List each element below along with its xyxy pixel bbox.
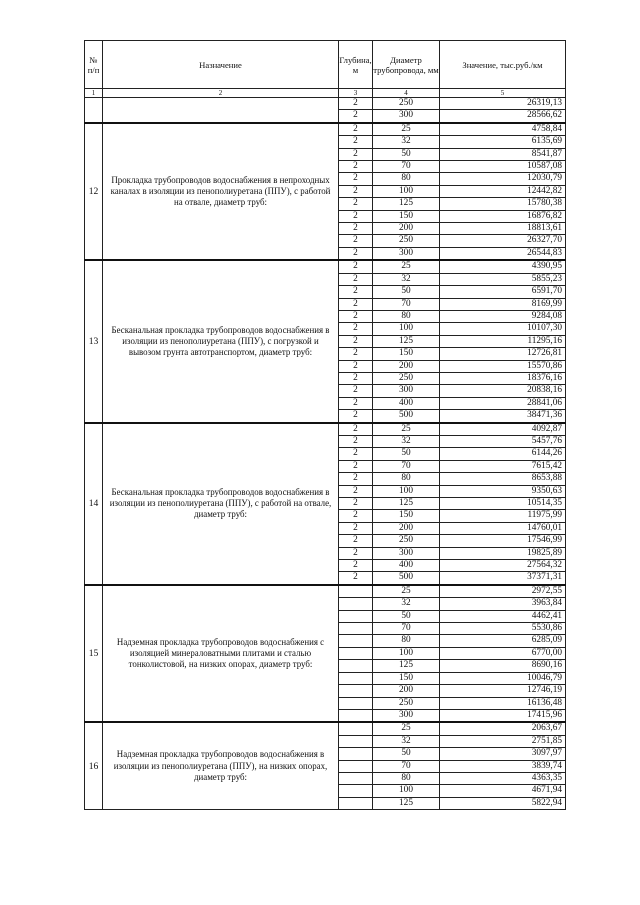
column-number: 3 xyxy=(339,89,373,98)
value-cell: 3097,97 xyxy=(440,748,566,760)
diameter-cell: 200 xyxy=(373,522,440,534)
diameter-cell: 80 xyxy=(373,310,440,322)
diameter-cell: 70 xyxy=(373,161,440,173)
diameter-cell: 250 xyxy=(373,697,440,709)
diameter-cell: 300 xyxy=(373,110,440,123)
value-cell: 18813,61 xyxy=(440,223,566,235)
item-number: 12 xyxy=(85,123,103,260)
diameter-cell: 150 xyxy=(373,672,440,684)
diameter-cell: 150 xyxy=(373,510,440,522)
table-row xyxy=(85,98,566,110)
value-cell: 11295,16 xyxy=(440,335,566,347)
value-cell: 20838,16 xyxy=(440,385,566,397)
diameter-cell: 80 xyxy=(373,473,440,485)
diameter-cell: 400 xyxy=(373,560,440,572)
value-cell: 26319,13 xyxy=(440,98,566,110)
depth-cell: 2 xyxy=(339,460,373,472)
column-number: 5 xyxy=(440,89,566,98)
diameter-cell: 400 xyxy=(373,397,440,409)
value-cell: 9350,63 xyxy=(440,485,566,497)
pipeline-cost-table xyxy=(84,40,566,810)
value-cell: 10587,08 xyxy=(440,161,566,173)
depth-cell: 2 xyxy=(339,161,373,173)
value-cell: 4758,84 xyxy=(440,123,566,136)
value-cell: 6770,00 xyxy=(440,647,566,659)
table-row xyxy=(85,123,566,136)
value-cell: 6144,26 xyxy=(440,448,566,460)
diameter-cell: 200 xyxy=(373,223,440,235)
item-group xyxy=(85,423,566,585)
depth-cell: 2 xyxy=(339,110,373,123)
value-cell: 2063,67 xyxy=(440,722,566,735)
column-number: 1 xyxy=(85,89,103,98)
value-cell: 26544,83 xyxy=(440,247,566,260)
value-cell: 2972,55 xyxy=(440,585,566,598)
value-cell: 7615,42 xyxy=(440,460,566,472)
diameter-cell: 100 xyxy=(373,485,440,497)
diameter-cell: 70 xyxy=(373,623,440,635)
value-cell: 6285,09 xyxy=(440,635,566,647)
item-number: 15 xyxy=(85,585,103,722)
depth-cell: 2 xyxy=(339,136,373,148)
value-cell: 6591,70 xyxy=(440,286,566,298)
diameter-cell: 70 xyxy=(373,460,440,472)
depth-cell xyxy=(339,722,373,735)
header-value: Значение, тыс.руб./км xyxy=(440,41,566,89)
table-row xyxy=(85,260,566,273)
diameter-cell: 80 xyxy=(373,635,440,647)
item-number: 13 xyxy=(85,260,103,422)
value-cell: 4092,87 xyxy=(440,423,566,436)
depth-cell: 2 xyxy=(339,360,373,372)
diameter-cell: 250 xyxy=(373,235,440,247)
depth-cell: 2 xyxy=(339,547,373,559)
column-number: 4 xyxy=(373,89,440,98)
value-cell: 6135,69 xyxy=(440,136,566,148)
diameter-cell: 300 xyxy=(373,385,440,397)
depth-cell: 2 xyxy=(339,498,373,510)
diameter-cell: 25 xyxy=(373,123,440,136)
depth-cell: 2 xyxy=(339,535,373,547)
diameter-cell: 80 xyxy=(373,772,440,784)
depth-cell: 2 xyxy=(339,510,373,522)
value-cell: 26327,70 xyxy=(440,235,566,247)
diameter-cell: 25 xyxy=(373,585,440,598)
diameter-cell: 32 xyxy=(373,435,440,447)
depth-cell: 2 xyxy=(339,372,373,384)
depth-cell: 2 xyxy=(339,522,373,534)
diameter-cell: 300 xyxy=(373,709,440,722)
diameter-cell: 125 xyxy=(373,198,440,210)
value-cell: 3839,74 xyxy=(440,760,566,772)
value-cell: 14760,01 xyxy=(440,522,566,534)
value-cell: 28841,06 xyxy=(440,397,566,409)
depth-cell: 2 xyxy=(339,273,373,285)
value-cell: 38471,36 xyxy=(440,410,566,423)
item-number: 16 xyxy=(85,722,103,809)
depth-cell: 2 xyxy=(339,397,373,409)
value-cell: 2751,85 xyxy=(440,735,566,747)
diameter-cell: 50 xyxy=(373,148,440,160)
depth-cell xyxy=(339,748,373,760)
item-group xyxy=(85,722,566,809)
depth-cell: 2 xyxy=(339,560,373,572)
depth-cell xyxy=(339,685,373,697)
value-cell: 4462,41 xyxy=(440,610,566,622)
item-group xyxy=(85,123,566,260)
value-cell: 15570,86 xyxy=(440,360,566,372)
item-group xyxy=(85,585,566,722)
depth-cell: 2 xyxy=(339,572,373,585)
header-name: Назначение xyxy=(103,41,339,89)
depth-cell: 2 xyxy=(339,123,373,136)
depth-cell: 2 xyxy=(339,335,373,347)
diameter-cell: 70 xyxy=(373,760,440,772)
item-description xyxy=(103,98,339,123)
diameter-cell: 50 xyxy=(373,286,440,298)
diameter-cell: 100 xyxy=(373,185,440,197)
diameter-cell: 125 xyxy=(373,498,440,510)
value-cell: 16876,82 xyxy=(440,210,566,222)
diameter-cell: 50 xyxy=(373,610,440,622)
depth-cell: 2 xyxy=(339,247,373,260)
depth-cell xyxy=(339,635,373,647)
value-cell: 3963,84 xyxy=(440,598,566,610)
value-cell: 5530,86 xyxy=(440,623,566,635)
item-description: Бесканальная прокладка трубопроводов водоснабжения в изоляции из пенополиуретана (ППУ), с погрузкой и вывозом грунта автотранспортом, диаметр труб: xyxy=(103,260,339,422)
depth-cell: 2 xyxy=(339,286,373,298)
value-cell: 37371,31 xyxy=(440,572,566,585)
table-row xyxy=(85,585,566,598)
depth-cell: 2 xyxy=(339,98,373,110)
header-num: № п/п xyxy=(85,41,103,89)
diameter-cell: 32 xyxy=(373,598,440,610)
table-row xyxy=(85,423,566,436)
diameter-cell: 250 xyxy=(373,535,440,547)
depth-cell: 2 xyxy=(339,385,373,397)
depth-cell: 2 xyxy=(339,423,373,436)
depth-cell: 2 xyxy=(339,148,373,160)
depth-cell xyxy=(339,735,373,747)
diameter-cell: 300 xyxy=(373,547,440,559)
diameter-cell: 100 xyxy=(373,647,440,659)
diameter-cell: 150 xyxy=(373,210,440,222)
depth-cell: 2 xyxy=(339,485,373,497)
diameter-cell: 125 xyxy=(373,797,440,809)
diameter-cell: 100 xyxy=(373,323,440,335)
diameter-cell: 150 xyxy=(373,348,440,360)
depth-cell: 2 xyxy=(339,198,373,210)
depth-cell xyxy=(339,709,373,722)
value-cell: 28566,62 xyxy=(440,110,566,123)
depth-cell xyxy=(339,585,373,598)
value-cell: 4671,94 xyxy=(440,785,566,797)
header-depth: Глубина, м xyxy=(339,41,373,89)
item-description: Надземная прокладка трубопроводов водоснабжения с изоляцией минераловатными плитами и сталью тонколистовой, на низких опорах, диаметр труб: xyxy=(103,585,339,722)
diameter-cell: 250 xyxy=(373,98,440,110)
value-cell: 4363,35 xyxy=(440,772,566,784)
depth-cell: 2 xyxy=(339,435,373,447)
diameter-cell: 32 xyxy=(373,735,440,747)
depth-cell xyxy=(339,772,373,784)
header-row xyxy=(85,41,566,89)
diameter-cell: 500 xyxy=(373,410,440,423)
value-cell: 16136,48 xyxy=(440,697,566,709)
depth-cell: 2 xyxy=(339,310,373,322)
value-cell: 12746,19 xyxy=(440,685,566,697)
value-cell: 12442,82 xyxy=(440,185,566,197)
depth-cell: 2 xyxy=(339,235,373,247)
value-cell: 5822,94 xyxy=(440,797,566,809)
document-page xyxy=(84,40,565,810)
item-group xyxy=(85,260,566,422)
depth-cell: 2 xyxy=(339,210,373,222)
diameter-cell: 25 xyxy=(373,260,440,273)
item-number: 14 xyxy=(85,423,103,585)
depth-cell: 2 xyxy=(339,410,373,423)
depth-cell xyxy=(339,785,373,797)
value-cell: 17546,99 xyxy=(440,535,566,547)
column-number-row xyxy=(85,89,566,98)
value-cell: 10046,79 xyxy=(440,672,566,684)
item-group xyxy=(85,98,566,123)
item-description: Надземная прокладка трубопроводов водоснабжения в изоляции из пенополиуретана (ППУ), на низких опорах, диаметр труб: xyxy=(103,722,339,809)
value-cell: 12726,81 xyxy=(440,348,566,360)
depth-cell: 2 xyxy=(339,473,373,485)
value-cell: 4390,95 xyxy=(440,260,566,273)
depth-cell xyxy=(339,797,373,809)
value-cell: 8653,88 xyxy=(440,473,566,485)
value-cell: 27564,32 xyxy=(440,560,566,572)
diameter-cell: 25 xyxy=(373,722,440,735)
diameter-cell: 80 xyxy=(373,173,440,185)
diameter-cell: 70 xyxy=(373,298,440,310)
value-cell: 8169,99 xyxy=(440,298,566,310)
item-number xyxy=(85,98,103,123)
diameter-cell: 100 xyxy=(373,785,440,797)
value-cell: 19825,89 xyxy=(440,547,566,559)
depth-cell xyxy=(339,697,373,709)
depth-cell xyxy=(339,598,373,610)
item-description: Бесканальная прокладка трубопроводов водоснабжения в изоляции из пенополиуретана (ППУ), с работой на отвале, диаметр труб: xyxy=(103,423,339,585)
diameter-cell: 200 xyxy=(373,685,440,697)
diameter-cell: 250 xyxy=(373,372,440,384)
depth-cell xyxy=(339,647,373,659)
depth-cell: 2 xyxy=(339,298,373,310)
value-cell: 15780,38 xyxy=(440,198,566,210)
column-number: 2 xyxy=(103,89,339,98)
diameter-cell: 200 xyxy=(373,360,440,372)
value-cell: 17415,96 xyxy=(440,709,566,722)
diameter-cell: 25 xyxy=(373,423,440,436)
depth-cell xyxy=(339,760,373,772)
value-cell: 12030,79 xyxy=(440,173,566,185)
value-cell: 5457,76 xyxy=(440,435,566,447)
header-diameter: Диаметр трубопровода, мм xyxy=(373,41,440,89)
item-description: Прокладка трубопроводов водоснабжения в непроходных каналах в изоляции из пенополиуретана (ППУ), с работой на отвале, диаметр труб: xyxy=(103,123,339,260)
depth-cell: 2 xyxy=(339,260,373,273)
diameter-cell: 50 xyxy=(373,448,440,460)
value-cell: 10107,30 xyxy=(440,323,566,335)
diameter-cell: 300 xyxy=(373,247,440,260)
value-cell: 8690,16 xyxy=(440,660,566,672)
diameter-cell: 50 xyxy=(373,748,440,760)
value-cell: 18376,16 xyxy=(440,372,566,384)
diameter-cell: 125 xyxy=(373,660,440,672)
value-cell: 11975,99 xyxy=(440,510,566,522)
table-row xyxy=(85,722,566,735)
depth-cell: 2 xyxy=(339,173,373,185)
depth-cell: 2 xyxy=(339,323,373,335)
diameter-cell: 32 xyxy=(373,136,440,148)
depth-cell xyxy=(339,672,373,684)
value-cell: 5855,23 xyxy=(440,273,566,285)
diameter-cell: 32 xyxy=(373,273,440,285)
depth-cell: 2 xyxy=(339,185,373,197)
depth-cell: 2 xyxy=(339,348,373,360)
diameter-cell: 500 xyxy=(373,572,440,585)
depth-cell xyxy=(339,610,373,622)
depth-cell: 2 xyxy=(339,223,373,235)
depth-cell xyxy=(339,623,373,635)
value-cell: 9284,08 xyxy=(440,310,566,322)
value-cell: 10514,35 xyxy=(440,498,566,510)
depth-cell: 2 xyxy=(339,448,373,460)
depth-cell xyxy=(339,660,373,672)
diameter-cell: 125 xyxy=(373,335,440,347)
value-cell: 8541,87 xyxy=(440,148,566,160)
